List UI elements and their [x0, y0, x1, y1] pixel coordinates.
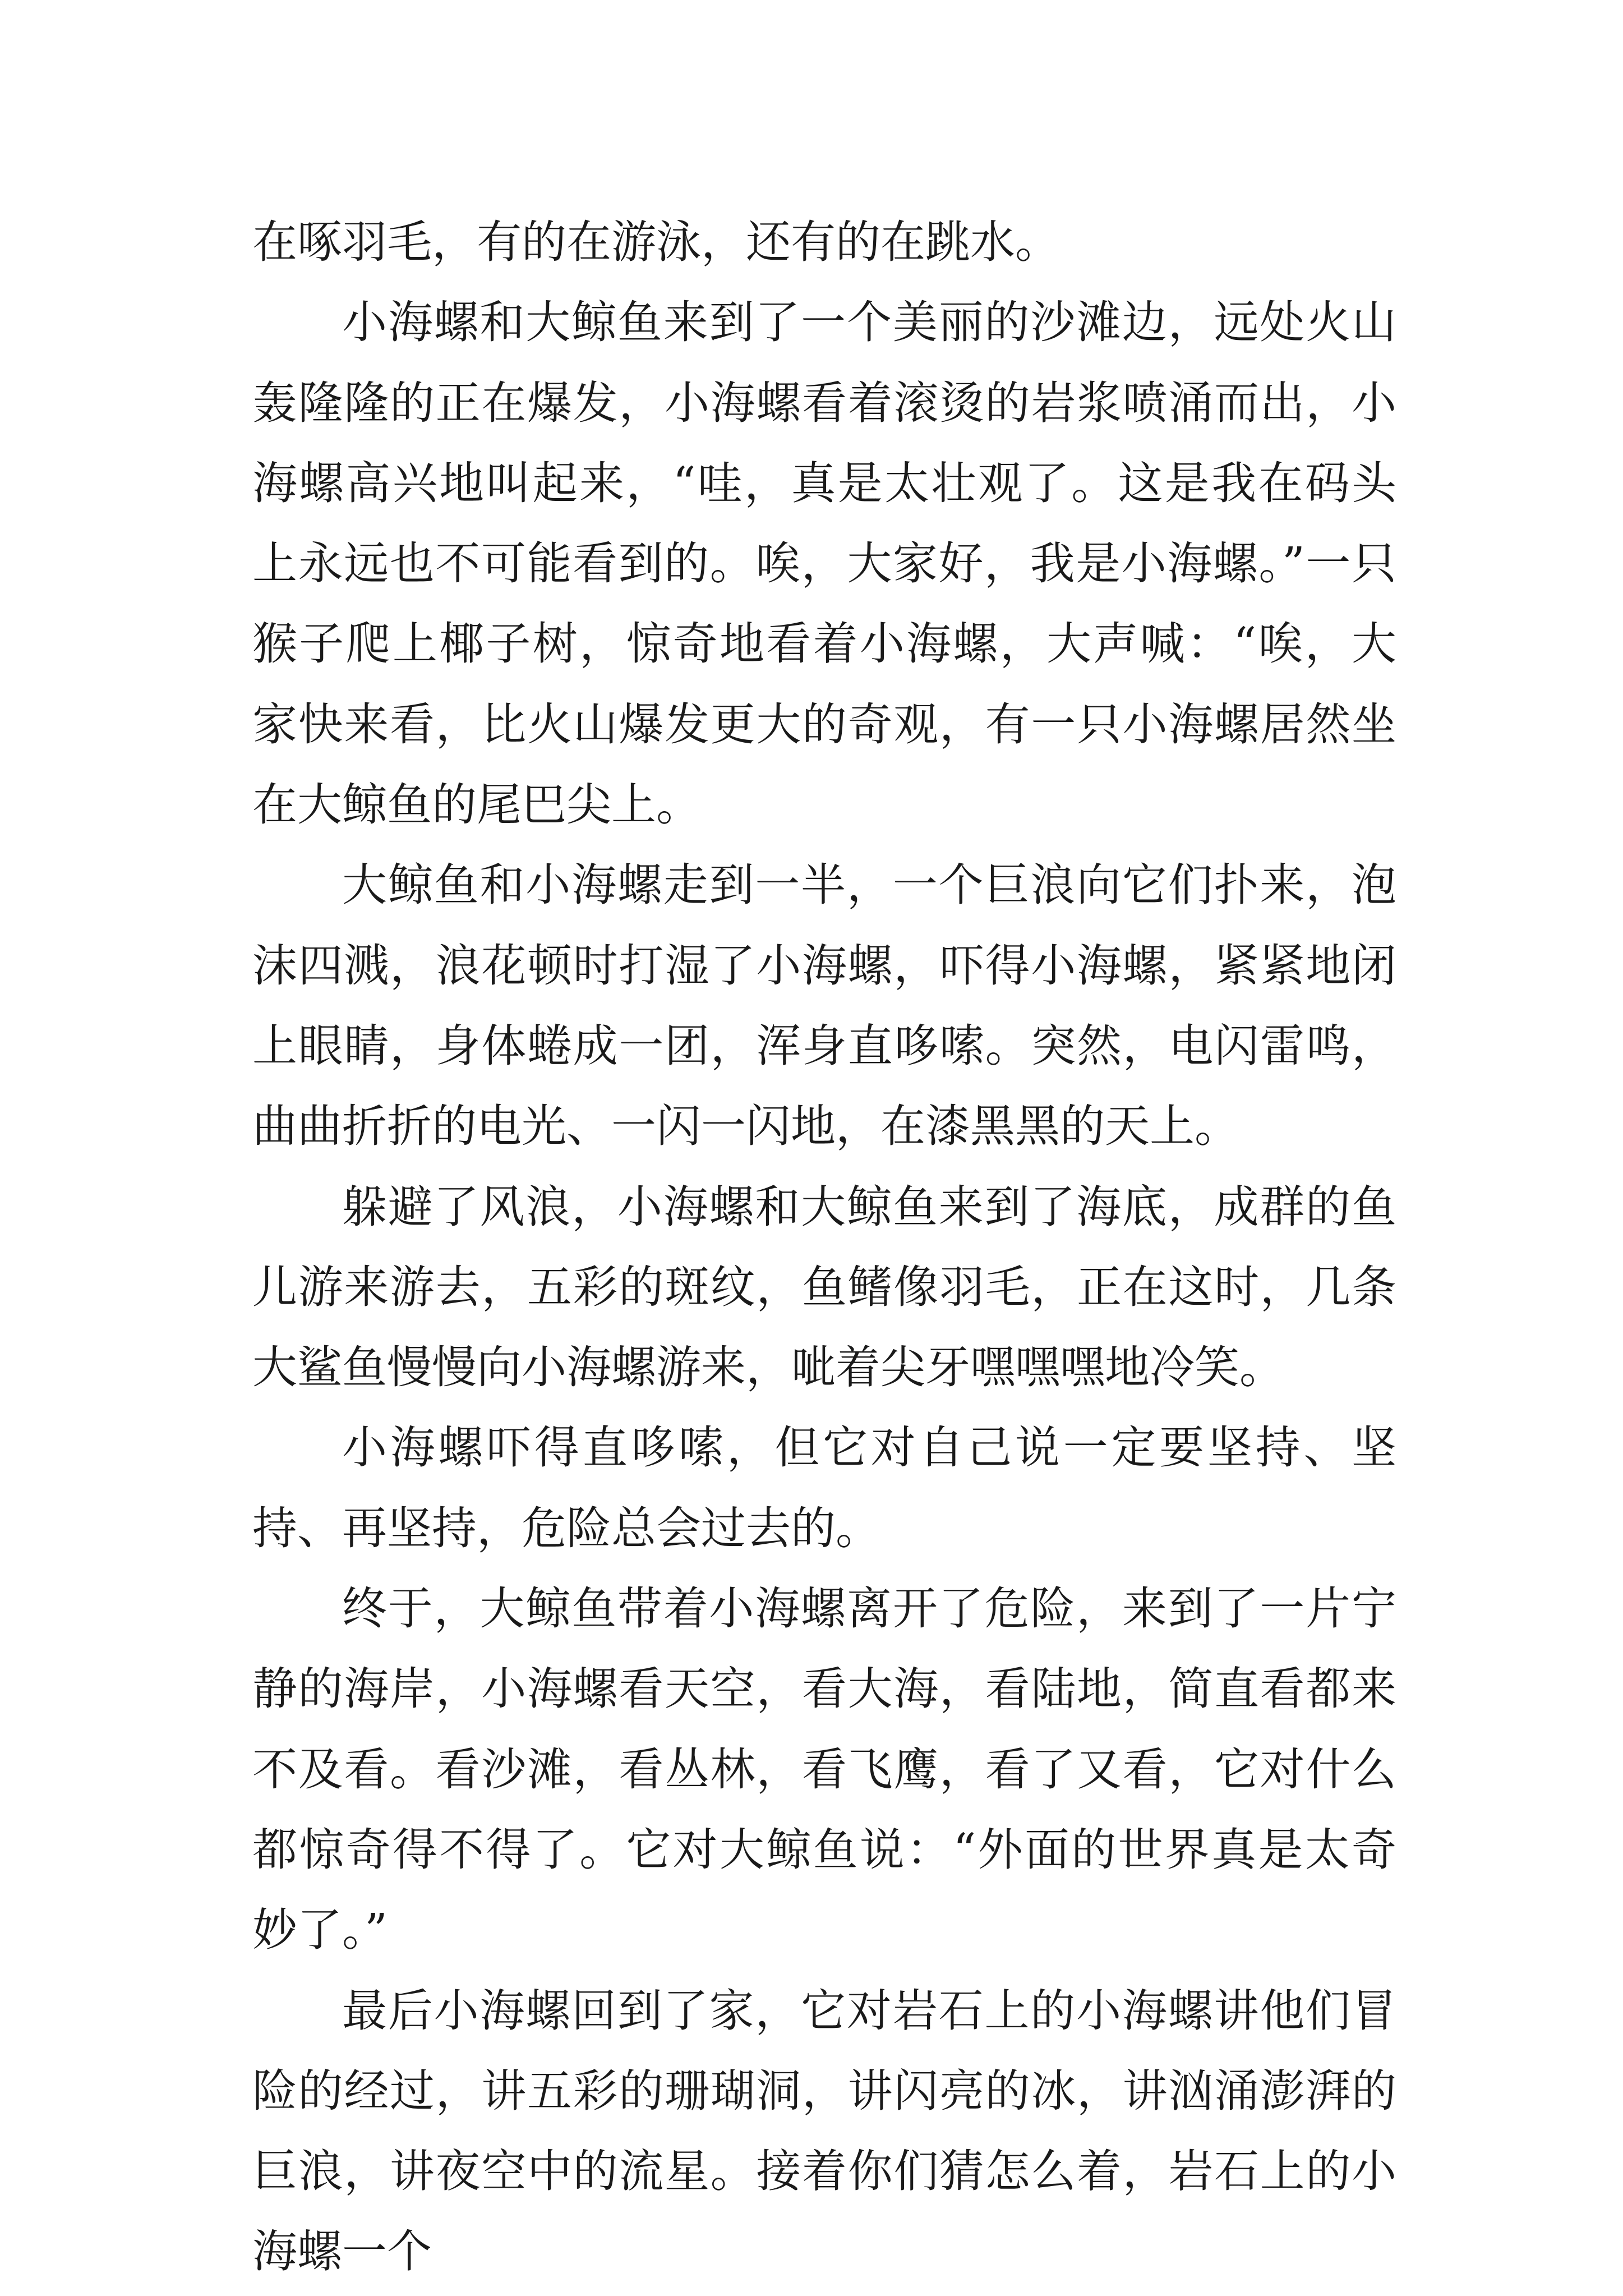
document-body — [252, 202, 1396, 2292]
paragraph-continuation: 在啄羽毛，有的在游泳，还有的在跳水。 — [252, 216, 1060, 268]
paragraph: 小海螺和大鲸鱼来到了一个美丽的沙滩边，远处火山轰隆隆的正在爆发，小海螺看着滚烫的岩浆喷涌而出，小海螺高兴地叫起来，“哇，真是太壮观了。这是我在码头上永远也不可能看到的。唉，大家好，我是小海螺。”一只猴子爬上椰子树，惊奇地看着小海螺，大声喊：“唉，大家快来看，比火山爆发更大的奇观，有一只小海螺居然坐在大鲸鱼的尾巴尖上。 — [252, 296, 1396, 831]
paragraph: 小海螺吓得直哆嗦，但它对自己说一定要坚持、坚持、再坚持，危险总会过去的。 — [252, 1421, 1396, 1554]
paragraph: 躲避了风浪，小海螺和大鲸鱼来到了海底，成群的鱼儿游来游去，五彩的斑纹，鱼鳍像羽毛，正在这时，几条大鲨鱼慢慢向小海螺游来，呲着尖牙嘿嘿嘿地冷笑。 — [252, 1180, 1396, 1394]
paragraph: 最后小海螺回到了家，它对岩石上的小海螺讲他们冒险的经过，讲五彩的珊瑚洞，讲闪亮的冰，讲汹涌澎湃的巨浪，讲夜空中的流星。接着你们猜怎么着，岩石上的小海螺一个 — [252, 1984, 1396, 2278]
paragraph: 终于，大鲸鱼带着小海螺离开了危险，来到了一片宁静的海岸，小海螺看天空，看大海，看陆地，简直看都来不及看。看沙滩，看丛林，看飞鹰，看了又看，它对什么都惊奇得不得了。它对大鲸鱼说：“外面的世界真是太奇妙了。” — [252, 1582, 1396, 1957]
paragraph: 大鲸鱼和小海螺走到一半，一个巨浪向它们扑来，泡沫四溅，浪花顿时打湿了小海螺，吓得小海螺，紧紧地闭上眼睛，身体蜷成一团，浑身直哆嗦。突然，电闪雷鸣，曲曲折折的电光、一闪一闪地，在漆黑黑的天上。 — [252, 859, 1396, 1153]
